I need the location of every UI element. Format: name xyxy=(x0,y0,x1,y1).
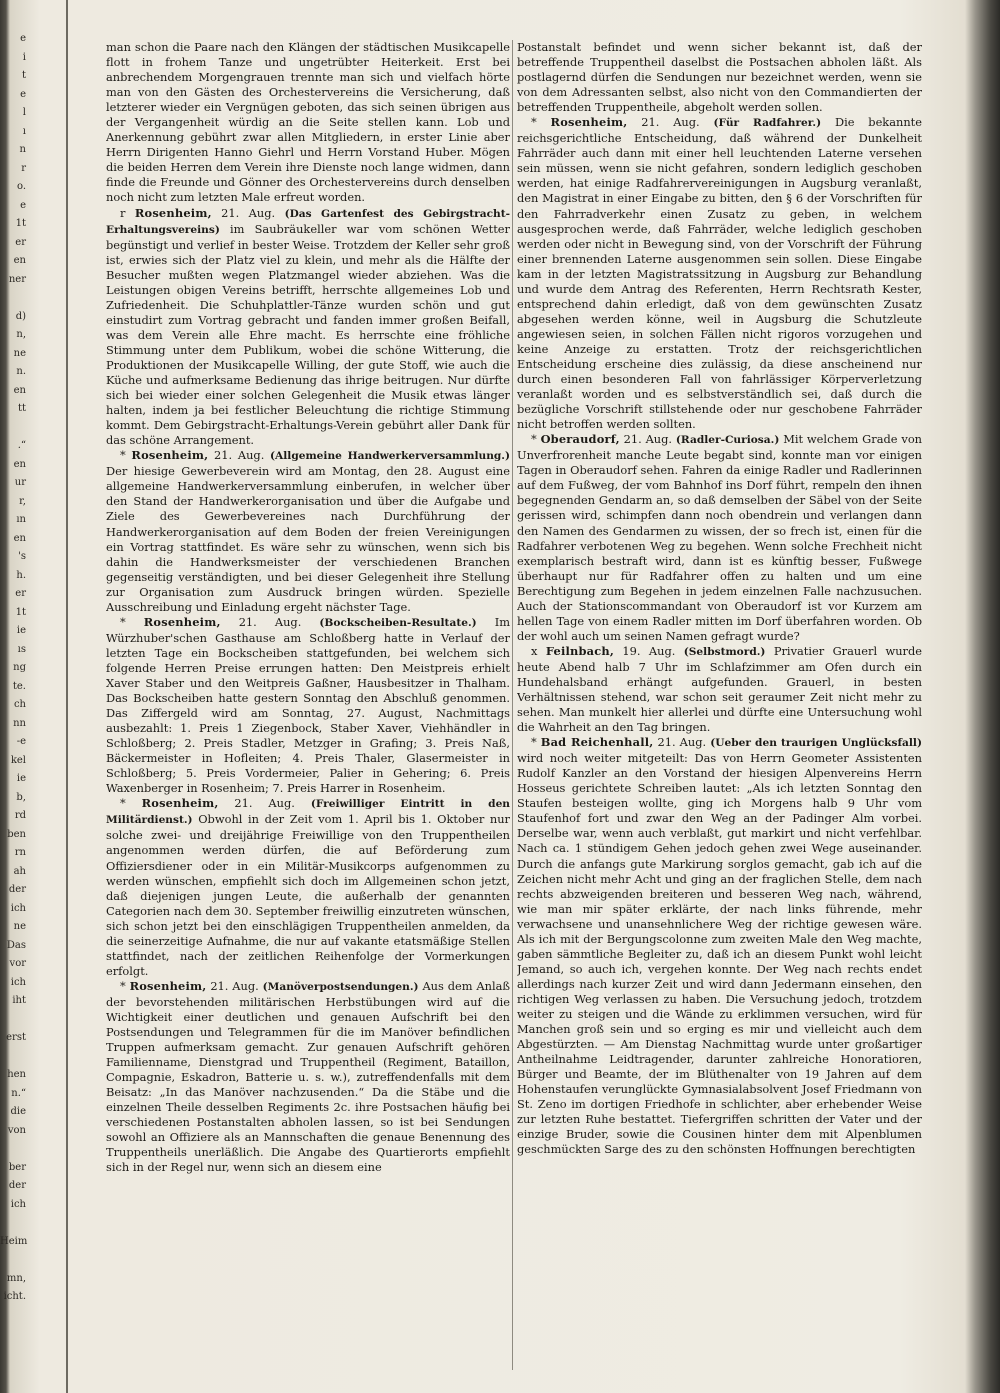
fragment-line: n xyxy=(19,144,26,155)
article-date: 21. Aug. xyxy=(210,978,259,993)
news-article: r Rosenheim, 21. Aug. (Das Gartenfest des Gebirgstracht-Erhaltungsvereins) im Saubräukeller war vom schönen Wetter begünstigt und verlief in bester Weise. Trotzdem der Keller sehr groß ist, erwies sich der Platz viel zu klein, und mehr als die Hälfte der Besucher mußten wegen Platzmangel wieder abziehen. Was die Leistungen obigen Vereins betrifft, herrschte allgemeines Lob und Zufriedenheit. Die Schuhplattler-Tänze wurden schön und gut einstudirt zum Vortrag gebracht und fanden immer großen Beifall, was dem Verein alle Ehre macht. Es herrschte eine fröhliche Stimmung unter dem Publikum, wobei die schöne Witterung, die Produktionen der Musikcapelle Willing, der gute Stoff, wie auch die Küche und aufmerksame Bedienung das ihrige beitrugen. Nur dürfte sich bei wieder einer solchen Gelegenheit die Musik etwas länger halten, indem ja bei festlicher Beleuchtung die richtige Stimmung kommt. Dem Gebirgstracht-Erhaltungs-Verein gebührt aller Dank für das schöne Arrangement. xyxy=(106,205,510,448)
article-topic: (Das Gartenfest des Gebirgstracht-Erhaltungsvereins) xyxy=(106,207,510,236)
fragment-line: te. xyxy=(12,680,26,692)
article-topic: (Allgemeine Handwerkerversammlung.) xyxy=(270,450,510,463)
fragment-line: ich xyxy=(10,1198,26,1210)
fragment-line xyxy=(0,1251,26,1270)
article-body: Mit welchem Grade von Unverfrorenheit manche Leute begabt sind, konnte man vor einigen Tagen in Oberaudorf sehen. Fahren da einige Radler und Radlerinnen auf dem Fußweg, der vom Bahnhof ins Dorf führt, rempeln den ihnen begegnenden Gendarm an, so daß demselben der Säbel von der Seite gerissen wird, schimpfen dann noch obendrein und verlangen dann den Namen des Gendarmen zu wissen, der so frech ist, einen für die Radfahrer verbotenen Weg zu begehen. Wenn solche Frechheit nicht exemplarisch bestraft wird, dann ist es künftig besser, Fußwege überhaupt nur für Radfahrer offen zu halten und um eine Berechtigung zum Begehen in jedem einzelnen Falle nachzusuchen. Auch der Stationscommandant von Oberaudorf ist vor Kurzem am hellen Tage von einem Radler mitten im Dorf überfahren worden. Ob der wohl auch um seinen Namen gefragt wurde? xyxy=(517,432,922,643)
article-place: Feilnbach, xyxy=(545,643,615,658)
fragment-line: o. xyxy=(16,181,26,192)
article-date: 21. Aug. xyxy=(214,448,265,463)
fragment-line: .“ xyxy=(17,440,26,451)
article-date: 21. Aug. xyxy=(641,115,700,130)
article-place: Rosenheim, xyxy=(131,448,209,463)
fragment-line: n. xyxy=(16,366,26,377)
fragment-line: ch xyxy=(13,699,26,710)
news-article: * Rosenheim, 21. Aug. (Für Radfahrer.) Die bekannte reichsgerichtliche Entscheidung, daß während der Dunkelheit Fahrräder auch dann mit einer hell leuchtenden Laterne versehen sein müssen, wenn sie nicht gefahren, sondern lediglich geschoben werden, hat einige Radfahrervereinigungen in Augsburg veranlaßt, den Magistrat in einer Eingabe zu bitten, den § 6 der Vorschriften für den Fahrradverkehr einen Zusatz zu geben, in welchem ausgesprochen werde, daß Fahrräder, welche lediglich geschoben werden oder nicht in Bewegung sind, von der Vorschrift der Führung einer brennenden Laterne ausgenommen sein sollen. Diese Eingabe kam in der letzten Magistratssitzung in Augsburg zur Behandlung und wurde dem Antrag des Referenten, Herrn Rechtsrath Kester, entsprechend dahin erledigt, daß von dem gewünschten Zusatz abgesehen werden könne, weil in Augsburg die Schutzleute angewiesen seien, in solchen Fällen nicht rigoros vorzugehen und keine Anzeige zu erstatten. Trotz der reichsgerichtlichen Entscheidung erscheine dies zulässig, da diese anscheinend nur durch einen besonderen Fall von fahrlässiger Körperverletzung veranlaßt worden und es selbstverständlich sei, daß durch die bezügliche Vorschrift stillstehende oder nur geschobene Fahrräder nicht betroffen werden sollten. xyxy=(517,115,922,432)
article-topic: (Für Radfahrer.) xyxy=(713,117,822,130)
fragment-line: e xyxy=(20,199,26,211)
fragment-line: ich xyxy=(10,902,26,914)
fragment-line: nn xyxy=(13,717,26,729)
article-date: 19. Aug. xyxy=(622,643,676,658)
fragment-line: hen xyxy=(7,1069,26,1080)
fragment-line: -e xyxy=(16,736,26,747)
page-gutter-line xyxy=(66,0,68,1393)
article-continuation: Postanstalt befindet und wenn sicher bekannt ist, daß der betreffende Truppentheil daselbst die Postsachen abholen läßt. Als postlagernd dürfen die Sendungen nur bezeichnet werden, wenn sie von dem Adressanten selbst, also nicht von den Commandierten der betreffenden Truppentheile, abgeholt werden sollen. xyxy=(517,40,922,115)
fragment-line xyxy=(0,1011,26,1030)
fragment-line: ner xyxy=(8,273,26,285)
article-date: 21. Aug. xyxy=(234,796,295,811)
article-topic: (Selbstmord.) xyxy=(683,645,766,658)
fragment-line: ur xyxy=(14,477,26,488)
article-place: Bad Reichenhall, xyxy=(540,735,654,750)
fragment-line: der xyxy=(8,884,26,895)
previous-column-fragment xyxy=(0,30,28,1350)
fragment-line: ben xyxy=(7,828,26,840)
fragment-line: er xyxy=(15,236,26,248)
fragment-line: ı xyxy=(22,125,26,137)
fragment-line: tt xyxy=(17,403,26,414)
fragment-line: ın xyxy=(16,514,26,525)
fragment-line: i xyxy=(22,51,26,63)
fragment-line: t xyxy=(21,70,26,81)
fragment-line: r, xyxy=(19,495,26,507)
news-article: x Feilnbach, 19. Aug. (Selbstmord.) Privatier Grauerl wurde heute Abend halb 7 Uhr im Schlafzimmer am Ofen durch ein Hundehalsband erhängt aufgefunden. Grauerl, in besten Verhältnissen stehend, war schon seit geraumer Zeit nicht mehr zu sehen. Man munkelt hier allerlei und dürfte eine Untersuchung wohl die Wahrheit an den Tag bringen. xyxy=(517,643,922,735)
fragment-line: en xyxy=(13,458,26,470)
fragment-line: mn, xyxy=(6,1272,26,1284)
fragment-line: b, xyxy=(16,791,26,803)
fragment-line: Das xyxy=(6,939,26,951)
fragment-line: er xyxy=(15,588,26,599)
fragment-line: e xyxy=(20,88,26,100)
fragment-line: icht. xyxy=(3,1291,26,1302)
article-place: Rosenheim, xyxy=(141,796,219,811)
left-column xyxy=(106,40,510,1370)
fragment-line: e xyxy=(20,33,26,44)
fragment-line: ie xyxy=(16,625,26,636)
fragment-line: Heim xyxy=(0,1235,28,1247)
fragment-line: vor xyxy=(9,958,26,969)
fragment-line: 1t xyxy=(15,218,26,229)
article-place: Oberaudorf, xyxy=(540,432,620,447)
fragment-line: d) xyxy=(15,310,26,322)
fragment-line: die xyxy=(10,1106,26,1117)
article-topic: (Bockscheiben-Resultate.) xyxy=(319,616,477,629)
fragment-line: ng xyxy=(13,662,26,673)
fragment-line: ah xyxy=(13,865,26,877)
news-article: * Bad Reichenhall, 21. Aug. (Ueber den traurigen Unglücksfall) wird noch weiter mitgeteilt: Das von Herrn Geometer Assistenten Rudolf Kanzler an den Vorstand der hiesigen Alpenvereins Herrn Hosseus gerichtete Schreiben lautet: „Als ich letzten Sonntag den Staufen besteigen wollte, ging ich Morgens halb 9 Uhr vom Staufenhof fort und zwar den Weg an der Padinger Alm vorbei. Derselbe war, wenn auch verblaßt, gut markirt und nicht verfehlbar. Nach ca. 1 stündigem Gehen jedoch gehen zwei Wege auseinander. Durch die anfangs gute Markirung sorglos gemacht, gab ich auf die Zeichen nicht mehr Acht und ging an der fraglichen Stelle, dem nach rechts abzweigenden breiteren und besseren Weg nach, während, wie man mir später erklärte, der nach links führende, mehr verwachsene und unansehnlichere Weg der richtige gewesen wäre. Als ich mit der Bergungscolonne zum zweiten Male den Weg machte, gaben sämmtliche Begleiter zu, daß ich an diesem Punkt wohl leicht Jemand, so auch ich, vergehen konnte. Der Weg nach rechts endet allerdings nach kurzer Zeit und wird dann Jedermann einsehen, den richtigen Weg verlassen zu haben. Die Versuchung jedoch, trotzdem weiter zu steigen und die Wände zu erklimmen versuchen, wird für Manchen groß sein und so erging es mir und vielleicht auch dem Abgestürzten. — Am Dienstag Nachmittag wurde unter großartiger Antheilnahme Leidtragender, darunter zahlreiche Honoratioren, Bürger und Beamte, der im Blüthenalter von 19 Jahren auf dem Hohenstaufen verunglückte Gymnasialabsolvent Josef Friedmann von St. Zeno im dortigen Friedhofe in schlichter, aber erhebender Weise zur letzten Ruhe bestattet. Tiefergriffen schritten der Vater und der einzige Bruder, sowie die Cousinen hinter dem mit Alpenblumen geschmückten Sarge des zu den schönsten Hoffnungen berechtigten xyxy=(517,735,922,1157)
fragment-line: ne xyxy=(13,921,26,932)
article-topic: (Manöverpostsendungen.) xyxy=(262,980,419,993)
fragment-line: l xyxy=(22,107,26,118)
news-article: * Rosenheim, 21. Aug. (Bockscheiben-Resultate.) Im Würzhuber'schen Gasthause am Schloßberg hatte in Verlauf der letzten Tage ein Bockscheiben stattgefunden, bei welchem sich folgende Herren Preise errungen hatten: Den Meistpreis erhielt Xaver Staber und den Weitpreis Gaßner, Hausbesitzer in Thalham. Das Bockscheiben hatte gestern Sonntag den Abschluß genommen. Das Ziffergeld wird am Sonntag, 27. August, Nachmittags ausbezahlt: 1. Preis 1 Ziegenbock, Staber Xaver, Viehhändler in Schloßberg; 2. Preis Stadler, Metzger in Grafing; 3. Preis Naß, Bäckermeister in Hofleiten; 4. Preis Thaler, Glasermeister in Schloßberg; 5. Preis Vordermeier, Palier in Gehering; 6. Preis Waxenberger in Rosenheim; 7. Preis Harrer in Rosenheim. xyxy=(106,614,510,796)
article-date: 21. Aug. xyxy=(623,432,673,447)
fragment-line xyxy=(0,1214,26,1233)
fragment-line: r xyxy=(21,162,26,174)
article-place: Rosenheim, xyxy=(129,978,207,993)
article-body: im Saubräukeller war vom schönen Wetter begünstigt und verlief in bester Weise. Trotzdem der Keller sehr groß ist, erwies sich der Platz viel zu klein, und mehr als die Hälfte der Besucher mußten wegen Platzmangel wieder abziehen. Was die Leistungen obigen Vereins betrifft, herrschte allgemeines Lob und Zufriedenheit. Die Schuhplattler-Tänze wurden schön und gut einstudirt zum Vortrag gebracht und fanden immer großen Beifall, was dem Verein alle Ehre macht. Es herrschte eine fröhliche Stimmung unter dem Publikum, wobei die schöne Witterung, die Produktionen der Musikcapelle Willing, der gute Stoff, wie auch die Küche und aufmerksame Bedienung das ihrige beitrugen. Nur dürfte sich bei wieder einer solchen Gelegenheit die Musik etwas länger halten, indem ja bei festlicher Beleuchtung die richtige Stimmung kommt. Dem Gebirgstracht-Erhaltungs-Verein gebührt aller Dank für das schöne Arrangement. xyxy=(106,221,510,448)
article-body: Die bekannte reichsgerichtliche Entscheidung, daß während der Dunkelheit Fahrräder auch dann mit einer hell leuchtenden Laterne versehen sein müssen, wenn sie nicht gefahren, sondern lediglich geschoben werden, hat einige Radfahrervereinigungen in Augsburg veranlaßt, den Magistrat in einer Eingabe zu bitten, den § 6 der Vorschriften für den Fahrradverkehr einen Zusatz zu geben, in welchem ausgesprochen werde, daß Fahrräder, welche lediglich geschoben werden oder nicht in Bewegung sind, von der Vorschrift der Führung einer brennenden Laterne ausgenommen sein sollen. Diese Eingabe kam in der letzten Magistratssitzung in Augsburg zur Behandlung und wurde dem Antrag des Referenten, Herrn Rechtsrath Kester, entsprechend dahin erledigt, daß von dem gewünschten Zusatz abgesehen werden könne, weil in Augsburg die Schutzleute angewiesen seien, in solchen Fällen nicht rigoros vorzugehen und keine Anzeige zu erstatten. Trotz der reichsgerichtlichen Entscheidung erscheine dies zulässig, da diese anscheinend nur durch einen besonderen Fall von fahrlässiger Körperverletzung veranlaßt worden und es selbstverständlich sei, daß durch die bezügliche Vorschrift stillstehende oder nur geschobene Fahrräder nicht betroffen werden sollten. xyxy=(517,115,922,432)
fragment-line: erst xyxy=(6,1032,26,1043)
article-continuation: man schon die Paare nach den Klängen der städtischen Musikcapelle flott in frohem Tanze und ungetrübter Heiterkeit. Erst bei anbrechendem Morgengrauen trennte man sich und vielfach hörte man von den Gästen des Orchestervereins die Versicherung, daß letzterer wieder ein Vergnügen geboten, das sich seinen übrigen aus der Vergangenheit würdig an die Seite stellen kann. Lob und Anerkennung gebührt zwar allen Mitgliedern, in erster Linie aber Herrn Dirigenten Hanno Giehrl und Herrn Vorstand Huber. Mögen die beiden Herren dem Verein ihre Dienste noch lange widmen, dann finde die Freunde und Gönner des Orchestervereins durch denselben noch nicht zum letzten Male erfreut worden. xyxy=(106,40,510,205)
article-body: Aus dem Anlaß der bevorstehenden militärischen Herbstübungen wird auf die Wichtigkeit einer deutlichen und genauen Aufschrift bei den Postsendungen und Telegrammen für die im Manöver befindlichen Truppen aufmerksam gemacht. Zur genauen Aufschrift gehören Familienname, Dienstgrad und Truppentheil (Regiment, Bataillon, Compagnie, Eskadron, Batterie u. s. w.), zutreffendenfalls mit dem Beisatz: „In das Manöver nachzusenden.“ Da die Stäbe und die einzelnen Theile desselben Regiments 2c. ihre Postsachen häufig bei verschiedenen Postanstalten abholen lassen, so ist bei Sendungen sowohl an Offiziere als an Mannschaften die genaue Benennung des Truppentheils unerläßlich. Die Angabe des Quartierorts empfiehlt sich in der Regel nur, wenn sich an diesem eine xyxy=(106,978,510,1175)
fragment-line: rd xyxy=(14,810,26,821)
article-place: Rosenheim, xyxy=(550,115,628,130)
fragment-line: iht xyxy=(12,995,26,1006)
fragment-line: ıs xyxy=(17,643,26,655)
fragment-line: 's xyxy=(18,551,26,562)
fragment-line xyxy=(0,1140,26,1159)
fragment-line: ich xyxy=(10,976,26,988)
fragment-line: ber xyxy=(8,1161,26,1173)
fragment-line: en xyxy=(13,532,26,544)
fragment-line: ie xyxy=(16,773,26,784)
column-divider xyxy=(512,40,513,1370)
fragment-line: h. xyxy=(16,569,26,581)
article-date: 21. Aug. xyxy=(657,735,707,750)
fragment-line: en xyxy=(13,384,26,396)
right-column xyxy=(517,40,922,1370)
article-body: Der hiesige Gewerbeverein wird am Montag, den 28. August eine allgemeine Handwerkerversammlung einberufen, in welcher über den Stand der Handwerkerorganisation und über die Aufgabe und Ziele des Gewerbevereines nach Durchführung der Handwerkerorganisation auf dem Boden der freien Vereinigungen ein Vortrag stattfindet. Es wäre sehr zu wünschen, wenn sich bis dahin die Handwerksmeister der verschiedenen Branchen gegenseitig verständigten, und bei dieser Gelegenheit ihre Stellung zur Organisation zum Ausdruck bringen würden. Spezielle Ausschreibung und Einladung ergeht nächster Tage. xyxy=(106,464,510,614)
article-body: Obwohl in der Zeit vom 1. April bis 1. Oktober nur solche zwei- und dreijährige Freiwillige von den Truppentheilen angenommen werden dürfen, die auf Beförderung zum Offiziersdiener oder in ein Militär-Musikcorps aufgenommen zu werden wünschen, empfiehlt sich doch im Allgemeinen schon jetzt, daß diejenigen jungen Leute, die außerhalb der genannten Categorien nach dem 30. September freiwillig einzutreten wünschen, sich schon jetzt bei den einschlägigen Truppentheilen anmelden, da die seinerzeitige Aufnahme, die nur auf vakante etatsmäßige Stellen stattfindet, nach der zeitlichen Reihenfolge der Vormerkungen erfolgt. xyxy=(106,812,510,978)
article-body: Im Würzhuber'schen Gasthause am Schloßberg hatte in Verlauf der letzten Tage ein Bockscheiben stattgefunden, bei welchem sich folgende Herren Preise errungen hatten: Den Meistpreis erhielt Xaver Staber und den Weitpreis Gaßner, Hausbesitzer in Thalham. Das Bockscheiben hatte gestern Sonntag den Abschluß genommen. Das Ziffergeld wird am Sonntag, 27. August, Nachmittags ausbezahlt: 1. Preis 1 Ziegenbock, Staber Xaver, Viehhändler in Schloßberg; 2. Preis Stadler, Metzger in Grafing; 3. Preis Naß, Bäckermeister in Hofleiten; 4. Preis Thaler, Glasermeister in Schloßberg; 5. Preis Vordermeier, Palier in Gehering; 6. Preis Waxenberger in Rosenheim; 7. Preis Harrer in Rosenheim. xyxy=(106,614,510,796)
fragment-line xyxy=(0,1048,26,1067)
fragment-line: rn xyxy=(14,847,26,858)
fragment-line: 1t xyxy=(15,606,26,618)
fragment-line xyxy=(0,419,26,438)
fragment-line: n.“ xyxy=(11,1087,26,1099)
article-topic: (Ueber den traurigen Unglücksfall) xyxy=(710,737,922,750)
article-body: Privatier Grauerl wurde heute Abend halb 7 Uhr im Schlafzimmer am Ofen durch ein Hundehalsband erhängt aufgefunden. Grauerl, in besten Verhältnissen stehend, war schon seit geraumer Zeit nicht mehr zu sehen. Man munkelt hier allerlei und dürfte eine Untersuchung wohl die Wahrheit an den Tag bringen. xyxy=(517,643,922,735)
fragment-line: en xyxy=(13,255,26,266)
fragment-line: ne xyxy=(13,347,26,359)
article-body: wird noch weiter mitgeteilt: Das von Herrn Geometer Assistenten Rudolf Kanzler an den Vorstand der hiesigen Alpenvereins Herrn Hosseus gerichtete Schreiben lautet: „Als ich letzten Sonntag den Staufen besteigen wollte, ging ich Morgens halb 9 Uhr vom Staufenhof fort und zwar den Weg an der Padinger Alm vorbei. Derselbe war, wenn auch verblaßt, gut markirt und nicht verfehlbar. Nach ca. 1 stündigem Gehen jedoch gehen zwei Wege auseinander. Durch die anfangs gute Markirung sorglos gemacht, gab ich auf die Zeichen nicht mehr Acht und ging an der fraglichen Stelle, dem nach rechts abzweigenden breiteren und besseren Weg nach, während, wie man mir später erklärte, der nach links führende, mehr verwachsene und unansehnlichere Weg der richtige gewesen wäre. Als ich mit der Bergungscolonne zum zweiten Male den Weg machte, gaben sämmtliche Begleiter zu, daß ich an diesem Punkt wohl leicht Jemand, so auch ich, vergehen konnte. Der Weg nach rechts endet allerdings nach kurzer Zeit und wird dann Jedermann einsehen, den richtigen Weg verlassen zu haben. Die Versuchung jedoch, trotzdem weiter zu steigen und die Wände zu erklimmen versuchen, wird für Manchen groß sein und so erging es mir und vielleicht auch dem Abgestürzten. — Am Dienstag Nachmittag wurde unter großartiger Antheilnahme Leidtragender, darunter zahlreiche Honoratioren, Bürger und Beamte, der im Blüthenalter von 19 Jahren auf dem Hohenstaufen verunglückte Gymnasialabsolvent Josef Friedmann von St. Zeno im dortigen Friedhofe in schlichter, aber erhebender Weise zur letzten Ruhe bestattet. Tiefergriffen schritten der Vater und der einzige Bruder, sowie die Cousinen hinter dem mit Alpenblumen geschmückten Sarge des zu den schönsten Hoffnungen berechtigten xyxy=(517,751,922,1157)
news-article: * Oberaudorf, 21. Aug. (Radler-Curiosa.) Mit welchem Grade von Unverfrorenheit manche Leute begabt sind, konnte man vor einigen Tagen in Oberaudorf sehen. Fahren da einige Radler und Radlerinnen auf dem Fußweg, der vom Bahnhof ins Dorf führt, rempeln den ihnen begegnenden Gendarm an, so daß demselben der Säbel von der Seite gerissen wird, schimpfen dann noch obendrein und verlangen dann den Namen des Gendarmen zu wissen, der so frech ist, einen für die Radfahrer verbotenen Weg zu begehen. Wenn solche Frechheit nicht exemplarisch bestraft wird, dann ist es künftig besser, Fußwege überhaupt nur für Radfahrer offen zu halten und um eine Berechtigung zum Begehen in jedem einzelnen Falle nachzusuchen. Auch der Stationscommandant von Oberaudorf ist vor Kurzem am hellen Tage von einem Radler mitten im Dorf überfahren worden. Ob der wohl auch um seinen Namen gefragt wurde? xyxy=(517,432,922,643)
fragment-line: der xyxy=(8,1180,26,1191)
article-topic: (Radler-Curiosa.) xyxy=(675,434,780,447)
news-article: * Rosenheim, 21. Aug. (Manöverpostsendungen.) Aus dem Anlaß der bevorstehenden militärischen Herbstübungen wird auf die Wichtigkeit einer deutlichen und genauen Aufschrift bei den Postsendungen und Telegrammen für die im Manöver befindlichen Truppen aufmerksam gemacht. Zur genauen Aufschrift gehören Familienname, Dienstgrad und Truppentheil (Regiment, Bataillon, Compagnie, Eskadron, Batterie u. s. w.), zutreffendenfalls mit dem Beisatz: „In das Manöver nachzusenden.“ Da die Stäbe und die einzelnen Theile desselben Regiments 2c. ihre Postsachen häufig bei verschiedenen Postanstalten abholen lassen, so ist bei Sendungen sowohl an Offiziere als an Mannschaften die genaue Benennung des Truppentheils unerläßlich. Die Angabe des Quartierorts empfiehlt sich in der Regel nur, wenn sich an diesem eine xyxy=(106,978,510,1175)
article-topic: (Freiwilliger Eintritt in den Militärdienst.) xyxy=(106,798,510,827)
article-place: Rosenheim, xyxy=(134,205,212,220)
fragment-line: n, xyxy=(16,329,26,340)
article-date: 21. Aug. xyxy=(221,205,276,220)
news-article: * Rosenheim, 21. Aug. (Freiwilliger Eintritt in den Militärdienst.) Obwohl in der Zeit vom 1. April bis 1. Oktober nur solche zwei- und dreijährige Freiwillige von den Truppentheilen angenommen werden dürfen, die auf Beförderung zum Offiziersdiener oder in ein Militär-Musikcorps aufgenommen zu werden wünschen, empfiehlt sich doch im Allgemeinen schon jetzt, daß diejenigen jungen Leute, die außerhalb der genannten Categorien nach dem 30. September freiwillig einzutreten wünschen, sich schon jetzt bei den einschlägigen Truppentheilen anmelden, da die seinerzeitige Aufnahme, die nur auf vakante etatsmäßige Stellen stattfindet, nach der zeitlichen Reihenfolge der Vormerkungen erfolgt. xyxy=(106,796,510,978)
article-date: 21. Aug. xyxy=(238,614,302,629)
fragment-line: kel xyxy=(10,754,26,766)
fragment-line: von xyxy=(7,1124,26,1136)
article-place: Rosenheim, xyxy=(143,614,221,629)
fragment-line xyxy=(0,289,26,308)
news-article: * Rosenheim, 21. Aug. (Allgemeine Handwerkerversammlung.) Der hiesige Gewerbeverein wird am Montag, den 28. August eine allgemeine Handwerkerversammlung einberufen, in welcher über den Stand der Handwerkerorganisation und über die Aufgabe und Ziele des Gewerbevereines nach Durchführung der Handwerkerorganisation auf dem Boden der freien Vereinigungen ein Vortrag stattfindet. Es wäre sehr zu wünschen, wenn sich bis dahin die Handwerksmeister der verschiedenen Branchen gegenseitig verständigten, und bei dieser Gelegenheit ihre Stellung zur Organisation zum Ausdruck bringen würden. Spezielle Ausschreibung und Einladung ergeht nächster Tage. xyxy=(106,448,510,614)
